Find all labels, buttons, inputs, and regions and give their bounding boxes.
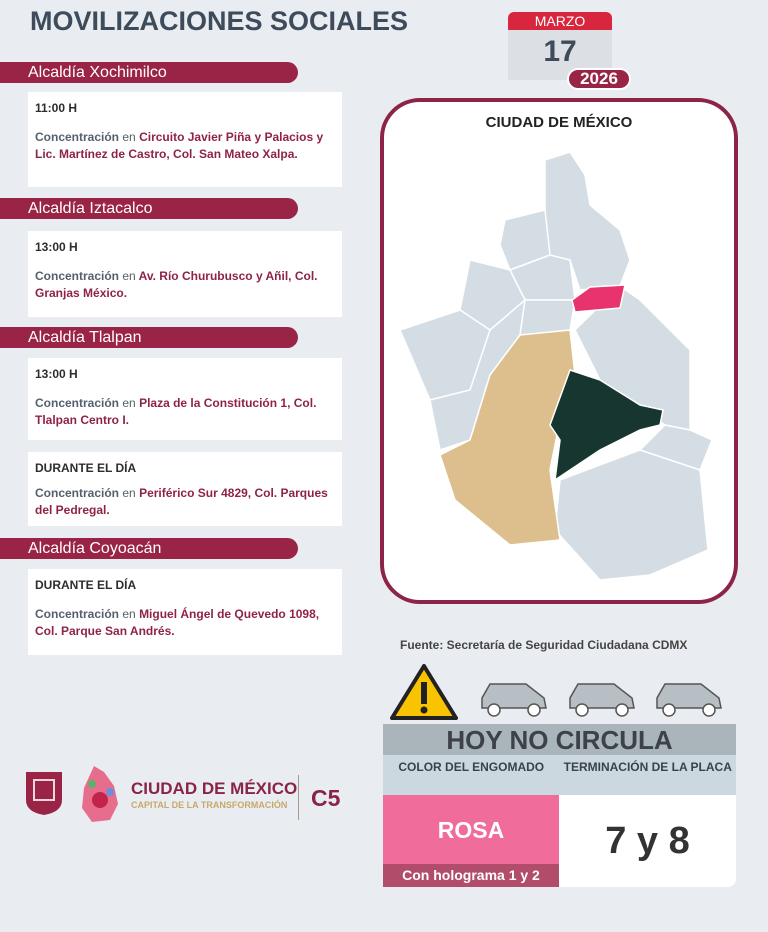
plate-endings: 7 y 8 bbox=[559, 795, 736, 887]
section-header: Alcaldía Iztacalco bbox=[0, 198, 298, 219]
event-prep: en bbox=[122, 130, 136, 144]
event-place: Periférico Sur 4829, Col. Parques del Pedregal. bbox=[35, 486, 328, 517]
event-time: 13:00 H bbox=[35, 240, 78, 254]
cars-icon bbox=[478, 680, 728, 718]
calendar-month: MARZO bbox=[508, 12, 612, 30]
event-card bbox=[28, 231, 342, 317]
event-type: Concentración bbox=[35, 130, 120, 144]
event-prep: en bbox=[122, 396, 136, 410]
car-icon bbox=[657, 684, 721, 716]
hoy-no-circula-panel bbox=[383, 724, 736, 887]
event-card bbox=[28, 358, 342, 440]
section-header: Alcaldía Tlalpan bbox=[0, 327, 298, 348]
event-time: DURANTE EL DÍA bbox=[35, 578, 137, 592]
sticker-color: ROSA bbox=[437, 817, 505, 843]
cdmx-map bbox=[380, 98, 738, 604]
coat-of-arms-logo bbox=[24, 770, 64, 816]
event-prep: en bbox=[122, 269, 136, 283]
event-prep: en bbox=[122, 607, 136, 621]
car-icon bbox=[482, 684, 546, 716]
event-type: Concentración bbox=[35, 607, 120, 621]
section-header: Alcaldía Xochimilco bbox=[0, 62, 298, 83]
event-type: Concentración bbox=[35, 396, 120, 410]
hnc-title: HOY NO CIRCULA bbox=[383, 724, 736, 755]
warning-icon bbox=[388, 662, 460, 722]
page-title: MOVILIZACIONES SOCIALES bbox=[30, 6, 409, 36]
event-type: Concentración bbox=[35, 269, 120, 283]
col-color-label: COLOR DEL ENGOMADO bbox=[398, 760, 545, 774]
event-card bbox=[28, 92, 342, 187]
calendar-day: 17 bbox=[508, 30, 612, 80]
logo-divider bbox=[298, 775, 299, 820]
car-icon bbox=[570, 684, 634, 716]
event-place: Miguel Ángel de Quevedo 1098, Col. Parque San Andrés. bbox=[35, 607, 320, 638]
cdmx-map-logo bbox=[78, 764, 122, 824]
event-time: DURANTE EL DÍA bbox=[35, 461, 137, 475]
sticker-color-cell bbox=[383, 795, 559, 887]
calendar-year: 2026 bbox=[567, 68, 631, 90]
event-place: Av. Río Churubusco y Añil, Col. Granjas México. bbox=[35, 269, 318, 300]
section-header: Alcaldía Coyoacán bbox=[0, 538, 298, 559]
map-title: CIUDAD DE MÉXICO bbox=[485, 114, 633, 131]
event-prep: en bbox=[122, 486, 136, 500]
c5-logo: C5 bbox=[311, 785, 341, 811]
event-time: 13:00 H bbox=[35, 367, 78, 381]
milpa-alta-region bbox=[555, 450, 708, 580]
event-place: Circuito Javier Piña y Palacios y Lic. Martínez de Castro, Col. San Mateo Xalpa. bbox=[35, 130, 324, 161]
event-card bbox=[28, 452, 342, 526]
hologram-note: Con holograma 1 y 2 bbox=[383, 864, 559, 887]
brand-name: CIUDAD DE MÉXICO bbox=[131, 779, 298, 798]
map-svg bbox=[384, 102, 734, 600]
source-note: Fuente: Secretaría de Seguridad Ciudadana CDMX bbox=[400, 638, 688, 652]
brand-tagline: CAPITAL DE LA TRANSFORMACIÓN bbox=[131, 800, 288, 810]
col-plate-label: TERMINACIÓN DE LA PLACA bbox=[563, 760, 732, 774]
event-card bbox=[28, 569, 342, 655]
event-place: Plaza de la Constitución 1, Col. Tlalpan Centro I. bbox=[35, 396, 317, 427]
event-type: Concentración bbox=[35, 486, 120, 500]
event-time: 11:00 H bbox=[35, 101, 78, 115]
